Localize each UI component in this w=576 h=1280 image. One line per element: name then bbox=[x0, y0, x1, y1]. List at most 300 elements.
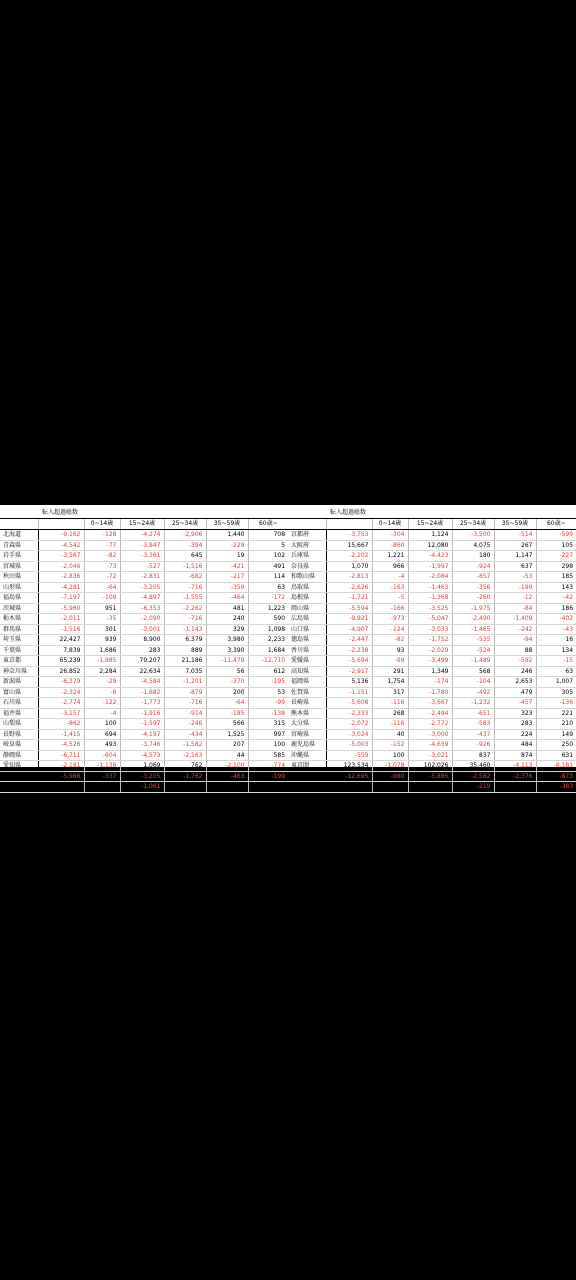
table-row bbox=[0, 656, 288, 667]
age-value-cell: -3,746 bbox=[120, 740, 164, 751]
age-value-cell: -84 bbox=[494, 603, 536, 614]
age-value-cell: 708 bbox=[248, 530, 288, 541]
age-value-cell: 56 bbox=[206, 666, 248, 677]
region-name-cell: 新潟県 bbox=[0, 677, 38, 688]
table-row bbox=[0, 572, 288, 583]
total-cell: -6,711 bbox=[38, 750, 84, 761]
age-value-cell: -583 bbox=[452, 719, 494, 730]
age-value-cell: -8,181 bbox=[536, 761, 576, 772]
age-value-cell: -94 bbox=[494, 635, 536, 646]
age-value-cell: 7,035 bbox=[164, 666, 206, 677]
region-name-cell: 東京圏 bbox=[288, 761, 326, 772]
total-cell: -559 bbox=[326, 750, 372, 761]
age-value-cell: 966 bbox=[372, 561, 408, 572]
age-value-cell: 63 bbox=[536, 666, 576, 677]
age-value-cell: 1,023 bbox=[372, 782, 408, 793]
total-cell: -2,102 bbox=[326, 551, 372, 562]
age-value-cell: -4,113 bbox=[494, 761, 536, 772]
age-value-cell: -1,061 bbox=[120, 782, 164, 793]
age-value-cell: 2,233 bbox=[248, 635, 288, 646]
age-header: 25~34歳 bbox=[452, 519, 494, 530]
age-value-cell: -1,516 bbox=[164, 561, 206, 572]
age-header: 35~59歳 bbox=[206, 519, 248, 530]
age-value-cell: 1,147 bbox=[494, 551, 536, 562]
age-value-cell: 53 bbox=[248, 687, 288, 698]
age-value-cell: -172 bbox=[248, 593, 288, 604]
table-row bbox=[288, 635, 576, 646]
age-value-cell: 200 bbox=[206, 687, 248, 698]
age-value-cell: 837 bbox=[452, 750, 494, 761]
age-value-cell: 1,069 bbox=[120, 761, 164, 772]
age-value-cell: 694 bbox=[84, 729, 120, 740]
age-value-cell: -6,353 bbox=[120, 603, 164, 614]
age-value-cell: -122 bbox=[84, 698, 120, 709]
age-value-cell: 637 bbox=[494, 561, 536, 572]
age-value-cell: 305 bbox=[536, 687, 576, 698]
age-value-cell: -1,136 bbox=[84, 761, 120, 772]
region-name-cell: 岐阜県 bbox=[0, 740, 38, 751]
age-value-cell: 1,098 bbox=[248, 624, 288, 635]
table-row bbox=[288, 729, 576, 740]
total-cell: -1,721 bbox=[326, 593, 372, 604]
age-value-cell: -924 bbox=[452, 561, 494, 572]
age-value-cell: -1,143 bbox=[164, 624, 206, 635]
age-value-cell: -64 bbox=[206, 698, 248, 709]
age-value-cell: 590 bbox=[248, 614, 288, 625]
age-value-cell: -370 bbox=[206, 677, 248, 688]
region-name-cell: 神奈川県 bbox=[0, 666, 38, 677]
age-value-cell: -217 bbox=[206, 572, 248, 583]
age-value-cell: -3,499 bbox=[408, 656, 452, 667]
age-value-cell: -3,001 bbox=[120, 624, 164, 635]
table-row bbox=[0, 530, 288, 541]
age-value-cell: 180 bbox=[452, 551, 494, 562]
age-value-cell: 568 bbox=[452, 666, 494, 677]
region-name-cell: 秋田県 bbox=[0, 572, 38, 583]
total-cell: -2,238 bbox=[326, 645, 372, 656]
age-value-cell: -195 bbox=[248, 677, 288, 688]
age-value-cell: -2,831 bbox=[120, 572, 164, 583]
age-value-cell: -136 bbox=[536, 698, 576, 709]
age-value-cell: -2,163 bbox=[164, 750, 206, 761]
region-name-cell: 宮崎県 bbox=[288, 729, 326, 740]
table-row bbox=[0, 719, 288, 730]
age-value-cell: -82 bbox=[84, 551, 120, 562]
region-name-cell: 福島県 bbox=[0, 593, 38, 604]
age-value-cell: 88 bbox=[494, 645, 536, 656]
age-value-cell: -514 bbox=[494, 530, 536, 541]
age-value-cell: -42 bbox=[536, 593, 576, 604]
age-value-cell: 186 bbox=[536, 603, 576, 614]
total-cell: -5,960 bbox=[38, 603, 84, 614]
age-value-cell: -1,762 bbox=[164, 771, 206, 782]
total-cell: 353 bbox=[38, 782, 84, 793]
table-row bbox=[288, 593, 576, 604]
total-cell: 1,070 bbox=[326, 561, 372, 572]
table-row bbox=[0, 750, 288, 761]
age-value-cell: -3,205 bbox=[120, 771, 164, 782]
age-value-cell: 298 bbox=[536, 561, 576, 572]
region-name-cell: 島根県 bbox=[288, 593, 326, 604]
total-cell: -5,003 bbox=[326, 740, 372, 751]
table-row bbox=[0, 677, 288, 688]
table-row bbox=[288, 782, 576, 793]
age-value-cell: 585 bbox=[248, 750, 288, 761]
age-value-cell: 2,653 bbox=[494, 677, 536, 688]
age-value-cell: -242 bbox=[494, 624, 536, 635]
region-name-cell: 富山県 bbox=[0, 687, 38, 698]
age-value-cell: -3,033 bbox=[408, 624, 452, 635]
table-row bbox=[0, 666, 288, 677]
age-header: 25~34歳 bbox=[164, 519, 206, 530]
age-value-cell: -1,463 bbox=[408, 582, 452, 593]
age-value-cell: -219 bbox=[452, 782, 494, 793]
age-value-cell: -12,710 bbox=[248, 656, 288, 667]
total-header: 転入超過総数 bbox=[42, 508, 79, 516]
age-value-cell: 102,026 bbox=[408, 761, 452, 772]
age-value-cell: 12,080 bbox=[408, 540, 452, 551]
age-value-cell: 267 bbox=[494, 540, 536, 551]
age-value-cell: 491 bbox=[248, 561, 288, 572]
total-cell: -9,162 bbox=[38, 530, 84, 541]
table-row bbox=[0, 614, 288, 625]
age-value-cell: -421 bbox=[206, 561, 248, 572]
total-cell: -5,986 bbox=[38, 771, 84, 782]
age-value-cell: -337 bbox=[84, 771, 120, 782]
age-value-cell: 631 bbox=[536, 750, 576, 761]
age-value-cell: -604 bbox=[84, 750, 120, 761]
total-cell: -3,753 bbox=[326, 530, 372, 541]
age-value-cell: -11,479 bbox=[206, 656, 248, 667]
age-value-cell: -2,490 bbox=[452, 614, 494, 625]
age-value-cell: -1,201 bbox=[164, 677, 206, 688]
age-value-cell: -2,084 bbox=[408, 572, 452, 583]
age-value-cell: -6 bbox=[84, 687, 120, 698]
region-name-cell: 大阪圏 bbox=[288, 771, 326, 782]
table-row bbox=[0, 593, 288, 604]
age-value-cell: -304 bbox=[372, 530, 408, 541]
region-name-cell: 大分県 bbox=[288, 719, 326, 730]
age-value-cell: -4,197 bbox=[120, 729, 164, 740]
region-name-cell: 東京都 bbox=[0, 656, 38, 667]
age-value-cell: -82 bbox=[372, 635, 408, 646]
total-cell: -2,324 bbox=[38, 687, 84, 698]
age-value-cell: 134 bbox=[536, 645, 576, 656]
region-name-cell: 宮城県 bbox=[0, 561, 38, 572]
age-value-cell: -774 bbox=[248, 761, 288, 772]
total-cell: -862 bbox=[38, 719, 84, 730]
age-value-cell: -492 bbox=[452, 687, 494, 698]
region-name-cell: 奈良県 bbox=[288, 561, 326, 572]
table-row bbox=[288, 603, 576, 614]
total-cell: -5,608 bbox=[326, 698, 372, 709]
total-cell: -4,281 bbox=[38, 582, 84, 593]
total-cell: -5,594 bbox=[326, 603, 372, 614]
total-cell: -4,542 bbox=[38, 540, 84, 551]
age-value-cell: -973 bbox=[372, 614, 408, 625]
age-value-cell: 105 bbox=[536, 540, 576, 551]
age-value-cell: 100 bbox=[84, 719, 120, 730]
table-row bbox=[288, 614, 576, 625]
table-row bbox=[288, 645, 576, 656]
age-value-cell: -394 bbox=[164, 540, 206, 551]
age-value-cell: -402 bbox=[536, 614, 576, 625]
age-value-cell: 6,379 bbox=[164, 635, 206, 646]
age-value-cell: 1,754 bbox=[372, 677, 408, 688]
table-row bbox=[288, 551, 576, 562]
age-value-cell: 3,390 bbox=[206, 645, 248, 656]
table-row bbox=[288, 530, 576, 541]
total-cell: 8,742 bbox=[326, 782, 372, 793]
age-value-cell: 566 bbox=[206, 719, 248, 730]
age-value-cell: -527 bbox=[120, 561, 164, 572]
table-row bbox=[0, 624, 288, 635]
age-value-cell: -1,555 bbox=[164, 593, 206, 604]
age-value-cell: -1,682 bbox=[120, 687, 164, 698]
region-name-cell: 山形県 bbox=[0, 582, 38, 593]
age-value-cell: 493 bbox=[84, 740, 120, 751]
table-row bbox=[0, 782, 288, 793]
table-row bbox=[0, 635, 288, 646]
table-row bbox=[288, 572, 576, 583]
table-row bbox=[0, 540, 288, 551]
age-value-cell: -35 bbox=[84, 614, 120, 625]
age-value-cell: -5 bbox=[372, 593, 408, 604]
left-table-body bbox=[0, 530, 288, 793]
age-value-cell: -873 bbox=[536, 771, 576, 782]
age-value-cell: -524 bbox=[452, 645, 494, 656]
region-name-cell: 大阪府 bbox=[288, 540, 326, 551]
age-value-cell: -1,368 bbox=[408, 593, 452, 604]
age-value-cell: 63 bbox=[248, 582, 288, 593]
age-value-cell: 420 bbox=[164, 782, 206, 793]
age-value-cell: 100 bbox=[248, 740, 288, 751]
table-row bbox=[0, 740, 288, 751]
age-value-cell: -4,659 bbox=[408, 740, 452, 751]
age-value-cell: -77 bbox=[84, 540, 120, 551]
region-name-cell: 愛媛県 bbox=[288, 656, 326, 667]
age-value-cell: -1,916 bbox=[120, 708, 164, 719]
age-value-cell: -3,205 bbox=[120, 582, 164, 593]
region-name-cell: 山梨県 bbox=[0, 719, 38, 730]
age-value-cell: -1,409 bbox=[494, 614, 536, 625]
total-cell: -12,695 bbox=[326, 771, 372, 782]
region-name-cell: 京都府 bbox=[288, 530, 326, 541]
age-value-cell: 291 bbox=[372, 666, 408, 677]
table-row bbox=[288, 761, 576, 772]
total-cell: -4,907 bbox=[326, 624, 372, 635]
age-value-cell: -1,997 bbox=[408, 561, 452, 572]
total-cell: -6,379 bbox=[38, 677, 84, 688]
age-value-cell: -464 bbox=[206, 593, 248, 604]
age-value-cell: -434 bbox=[164, 729, 206, 740]
age-value-cell: 5 bbox=[248, 540, 288, 551]
age-value-cell: -4,423 bbox=[408, 551, 452, 562]
table-row bbox=[288, 624, 576, 635]
age-value-cell: 997 bbox=[248, 729, 288, 740]
region-name-cell: 滋賀県 bbox=[0, 782, 38, 793]
age-value-cell: -53 bbox=[494, 572, 536, 583]
age-header: 60歳~ bbox=[248, 519, 288, 530]
age-value-cell: 1,684 bbox=[248, 645, 288, 656]
total-cell: 22,427 bbox=[38, 635, 84, 646]
age-value-cell: 481 bbox=[206, 603, 248, 614]
age-value-cell: -2,100 bbox=[206, 761, 248, 772]
total-cell: 123,534 bbox=[326, 761, 372, 772]
total-cell: -2,046 bbox=[38, 561, 84, 572]
age-value-cell: 301 bbox=[84, 624, 120, 635]
region-name-cell: 群馬県 bbox=[0, 624, 38, 635]
age-value-cell: -716 bbox=[164, 698, 206, 709]
table-row bbox=[0, 551, 288, 562]
age-value-cell: 479 bbox=[494, 687, 536, 698]
age-value-cell: 114 bbox=[248, 572, 288, 583]
total-cell: -1,415 bbox=[38, 729, 84, 740]
age-value-cell: 70,207 bbox=[120, 656, 164, 667]
age-value-cell: -682 bbox=[164, 572, 206, 583]
age-value-cell: -3,361 bbox=[120, 551, 164, 562]
region-name-cell: 名古屋圏 bbox=[288, 782, 326, 793]
age-value-cell: 22,634 bbox=[120, 666, 164, 677]
age-value-cell: -3,847 bbox=[120, 540, 164, 551]
table-row bbox=[288, 582, 576, 593]
region-name-cell: 北海道 bbox=[0, 530, 38, 541]
age-header: 60歳~ bbox=[536, 519, 576, 530]
region-name-cell: 岩手県 bbox=[0, 551, 38, 562]
age-value-cell: -383 bbox=[536, 782, 576, 793]
total-cell: 26,852 bbox=[38, 666, 84, 677]
table-row bbox=[0, 771, 288, 782]
age-value-cell: -124 bbox=[372, 624, 408, 635]
age-value-cell: 350 bbox=[84, 782, 120, 793]
total-cell: 7,839 bbox=[38, 645, 84, 656]
age-value-cell: -716 bbox=[164, 614, 206, 625]
table-row bbox=[0, 561, 288, 572]
age-value-cell: 149 bbox=[536, 729, 576, 740]
table-row bbox=[288, 771, 576, 782]
age-value-cell: -15 bbox=[536, 656, 576, 667]
table-row bbox=[0, 761, 288, 772]
age-value-cell: 385 bbox=[206, 782, 248, 793]
age-value-cell: 259 bbox=[248, 782, 288, 793]
table-row bbox=[0, 708, 288, 719]
table-row bbox=[0, 645, 288, 656]
region-name-cell: 山口県 bbox=[288, 624, 326, 635]
age-value-cell: -3,000 bbox=[408, 729, 452, 740]
age-value-cell: 4,075 bbox=[452, 540, 494, 551]
age-value-cell: 1,440 bbox=[206, 530, 248, 541]
age-value-cell: -3,500 bbox=[452, 530, 494, 541]
total-cell: -2,072 bbox=[326, 719, 372, 730]
age-value-cell: -4 bbox=[84, 708, 120, 719]
age-header: 15~24歳 bbox=[120, 519, 164, 530]
age-value-cell: -879 bbox=[164, 687, 206, 698]
table-row bbox=[0, 729, 288, 740]
age-value-cell: 8,900 bbox=[120, 635, 164, 646]
age-value-cell: -359 bbox=[206, 582, 248, 593]
region-name-cell: 愛知県 bbox=[0, 761, 38, 772]
age-value-cell: -29 bbox=[84, 677, 120, 688]
age-value-cell: 1,686 bbox=[84, 645, 120, 656]
age-value-cell: -535 bbox=[452, 635, 494, 646]
age-value-cell: -914 bbox=[164, 708, 206, 719]
total-cell: -3,157 bbox=[38, 708, 84, 719]
age-value-cell: -5,885 bbox=[408, 771, 452, 782]
age-value-cell: -116 bbox=[372, 719, 408, 730]
table-row bbox=[288, 687, 576, 698]
age-value-cell: -138 bbox=[248, 708, 288, 719]
total-cell: -2,836 bbox=[38, 572, 84, 583]
age-value-cell: 2,284 bbox=[84, 666, 120, 677]
age-value-cell: -166 bbox=[372, 603, 408, 614]
table-row bbox=[288, 677, 576, 688]
age-value-cell: -2,772 bbox=[408, 719, 452, 730]
region-name-cell: 鳥取県 bbox=[288, 582, 326, 593]
region-name-cell: 兵庫県 bbox=[288, 551, 326, 562]
age-value-cell: -246 bbox=[164, 719, 206, 730]
age-value-cell: -116 bbox=[372, 698, 408, 709]
region-name-cell: 三重県 bbox=[0, 771, 38, 782]
age-value-cell: -72 bbox=[84, 572, 120, 583]
age-value-cell: -4,573 bbox=[120, 750, 164, 761]
age-value-cell: -4,584 bbox=[120, 677, 164, 688]
age-value-cell: 874 bbox=[494, 750, 536, 761]
age-value-cell: 268 bbox=[372, 708, 408, 719]
region-name-cell: 千葉県 bbox=[0, 645, 38, 656]
table-row bbox=[0, 698, 288, 709]
age-value-cell: -5,047 bbox=[408, 614, 452, 625]
age-value-cell: -227 bbox=[536, 551, 576, 562]
total-cell: -2,774 bbox=[38, 698, 84, 709]
total-cell: -2,333 bbox=[326, 708, 372, 719]
age-value-cell: -463 bbox=[206, 771, 248, 782]
age-value-cell: -1,975 bbox=[452, 603, 494, 614]
region-name-cell: 福井県 bbox=[0, 708, 38, 719]
age-value-cell: 19 bbox=[206, 551, 248, 562]
age-header: 0~14歳 bbox=[372, 519, 408, 530]
age-value-cell: 484 bbox=[494, 740, 536, 751]
table-row bbox=[0, 603, 288, 614]
age-value-cell: 93 bbox=[372, 645, 408, 656]
age-value-cell: 44 bbox=[206, 750, 248, 761]
age-value-cell: -128 bbox=[84, 530, 120, 541]
age-value-cell: -260 bbox=[452, 593, 494, 604]
region-name-cell: 栃木県 bbox=[0, 614, 38, 625]
age-value-cell: 16 bbox=[536, 635, 576, 646]
region-name-cell: 静岡県 bbox=[0, 750, 38, 761]
age-value-cell: 283 bbox=[120, 645, 164, 656]
total-cell: -2,917 bbox=[326, 666, 372, 677]
region-name-cell: 沖縄県 bbox=[288, 750, 326, 761]
total-cell: -5,694 bbox=[326, 656, 372, 667]
age-value-cell: 1,221 bbox=[372, 551, 408, 562]
age-value-cell: 762 bbox=[164, 761, 206, 772]
age-value-cell: -926 bbox=[452, 740, 494, 751]
age-value-cell: 939 bbox=[84, 635, 120, 646]
age-value-cell: -1,780 bbox=[408, 687, 452, 698]
total-cell: 15,667 bbox=[326, 540, 372, 551]
region-name-cell: 茨城県 bbox=[0, 603, 38, 614]
age-value-cell: -651 bbox=[452, 708, 494, 719]
age-value-cell: -857 bbox=[452, 572, 494, 583]
right-table-body bbox=[288, 530, 576, 793]
age-value-cell: -1,582 bbox=[164, 740, 206, 751]
age-value-cell: -229 bbox=[206, 540, 248, 551]
age-value-cell: 645 bbox=[164, 551, 206, 562]
region-name-cell: 佐賀県 bbox=[288, 687, 326, 698]
table-row bbox=[0, 582, 288, 593]
total-cell: -2,011 bbox=[38, 614, 84, 625]
